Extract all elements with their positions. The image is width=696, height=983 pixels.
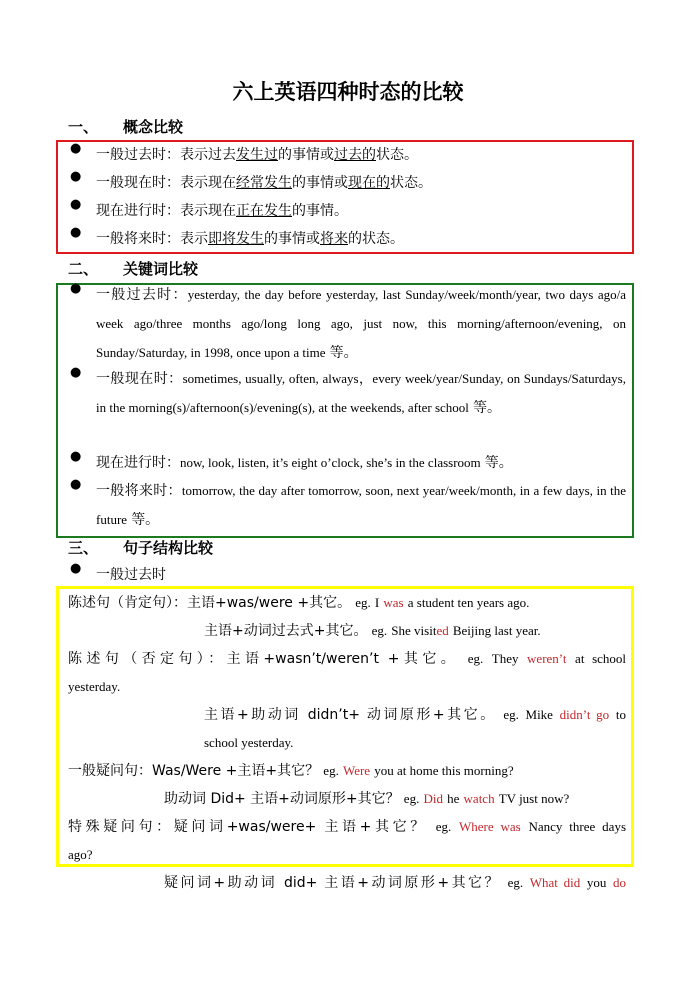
tense-name: 一般现在时：	[96, 175, 180, 191]
decl-neg-row-2	[204, 701, 626, 730]
section-number: 三、	[68, 539, 99, 557]
example-highlight: Did	[423, 791, 443, 806]
example-text: They	[491, 651, 519, 666]
example-highlight: watch	[463, 791, 495, 806]
eg-label: eg.	[355, 595, 371, 610]
bullet-icon: ●	[70, 225, 82, 240]
example-text: I	[374, 595, 380, 610]
sentence-pattern: 助动词 Did+ 主语+动词原形+其它？	[164, 791, 400, 807]
concept-text: 的事情或	[292, 175, 348, 191]
spec-q-row-1-cont	[68, 841, 93, 870]
concept-text: 表示现在	[180, 175, 236, 191]
concept-text: 的事情。	[292, 203, 348, 219]
page-title: 六上英语四种时态的比较	[232, 80, 464, 104]
sentence-pattern: 主语+动词过去式+其它。	[204, 623, 368, 639]
concept-item	[70, 197, 626, 225]
keyword-item	[70, 477, 626, 535]
concept-keyword: 发生过	[236, 147, 278, 163]
sentence-pattern: 疑问词+助动词 did+ 主语+动词原形+其它？	[164, 875, 501, 891]
tense-name: 一般过去时	[96, 567, 166, 583]
concept-text: 状态。	[376, 147, 418, 163]
structure-bullet	[70, 561, 626, 589]
bullet-icon: ●	[70, 449, 82, 464]
tense-name: 一般现在时：	[96, 371, 183, 387]
concept-item	[70, 141, 626, 169]
etc-text: 等。	[131, 512, 160, 528]
bullet-icon: ●	[70, 169, 82, 184]
example-text: you	[586, 875, 607, 890]
section-title: 概念比较	[123, 118, 184, 136]
eg-label: eg.	[467, 651, 484, 666]
bullet-icon: ●	[70, 365, 82, 380]
concept-keyword: 正在发生	[236, 203, 292, 219]
etc-text: 等。	[484, 455, 513, 471]
tense-name: 一般将来时：	[96, 231, 180, 247]
sentence-pattern: Was/Were +主语+其它？	[152, 763, 320, 779]
example-text: at school	[575, 651, 627, 666]
gen-q-row-2	[164, 785, 569, 814]
example-text: you at home this morning?	[374, 763, 514, 778]
eg-label: eg.	[503, 707, 519, 722]
decl-neg-row-1-cont	[68, 673, 120, 702]
example-text: Mike	[525, 707, 553, 722]
etc-text: 等。	[329, 345, 358, 361]
concept-keyword: 将来	[320, 231, 348, 247]
keyword-list: tomorrow, the day after tomorrow, soon, next year/week/month, in a few days, in the future	[96, 483, 627, 527]
example-text: to	[615, 707, 626, 722]
section-heading-structure	[68, 537, 213, 558]
gen-q-row-1	[68, 757, 514, 786]
sentence-type-label: 特殊疑问句：	[68, 819, 174, 835]
eg-label: eg.	[435, 819, 452, 834]
concept-keyword: 现在的	[348, 175, 390, 191]
concept-text: 状态。	[390, 175, 432, 191]
concept-text: 表示过去	[180, 147, 236, 163]
eg-label: eg.	[371, 623, 388, 638]
concept-keyword: 经常发生	[236, 175, 292, 191]
keyword-item	[70, 365, 626, 423]
concept-keyword: 过去的	[334, 147, 376, 163]
spec-q-row-2	[164, 869, 626, 898]
eg-label: eg.	[323, 763, 339, 778]
sentence-type-label: 陈述句（肯定句）：	[68, 595, 187, 611]
sentence-pattern: 主语+wasn’t/weren’t +其它。	[226, 651, 460, 667]
concept-text: 的事情或	[278, 147, 334, 163]
decl-pos-row-1	[68, 589, 529, 618]
keyword-list: now, look, listen, it’s eight o’clock, she’s in the classroom	[180, 455, 481, 470]
section-title: 关键词比较	[123, 260, 199, 278]
keyword-item	[70, 281, 626, 368]
sentence-type-label: 一般疑问句：	[68, 763, 152, 779]
example-text: a student ten years ago.	[407, 595, 530, 610]
example-text: school yesterday.	[204, 735, 294, 750]
tense-name: 现在进行时：	[96, 455, 180, 471]
example-text: Beijing last year.	[452, 623, 541, 638]
concept-text: 的状态。	[348, 231, 404, 247]
example-highlight: weren’t	[527, 651, 567, 666]
sentence-type-label: 陈述句（否定句）：	[68, 651, 227, 667]
example-highlight: didn’t go	[559, 707, 610, 722]
tense-name: 一般过去时：	[96, 287, 188, 303]
example-text: Nancy three days	[528, 819, 626, 834]
section-number: 二、	[68, 260, 99, 278]
section-heading-keywords	[68, 258, 198, 279]
section-number: 一、	[68, 118, 99, 136]
decl-pos-row-2	[204, 617, 541, 646]
example-text: yesterday.	[68, 679, 121, 694]
keyword-item	[70, 449, 626, 478]
tense-name: 一般将来时：	[96, 483, 182, 499]
tense-name: 现在进行时：	[96, 203, 180, 219]
spec-q-row-1	[68, 813, 626, 842]
sentence-pattern: 主语+was/were +其它。	[187, 595, 352, 611]
bullet-icon: ●	[70, 561, 82, 576]
concept-keyword: 即将发生	[208, 231, 264, 247]
concept-text: 的事情或	[264, 231, 320, 247]
example-text: he	[447, 791, 460, 806]
section-title: 句子结构比较	[123, 539, 214, 557]
section-heading-concept	[68, 116, 183, 137]
concept-item	[70, 225, 626, 253]
eg-label: eg.	[403, 791, 420, 806]
example-highlight: was	[383, 595, 404, 610]
example-highlight: do	[612, 875, 626, 890]
bullet-icon: ●	[70, 141, 82, 156]
concept-text: 表示	[180, 231, 208, 247]
example-highlight: Were	[342, 763, 371, 778]
bullet-icon: ●	[70, 477, 82, 492]
concept-item	[70, 169, 626, 197]
bullet-icon: ●	[70, 197, 82, 212]
example-highlight: What did	[529, 875, 581, 890]
example-highlight: ed	[436, 623, 449, 638]
concept-text: 表示现在	[180, 203, 236, 219]
keyword-list: sometimes, usually, often, always，every week/year/Sunday, on Sundays/Saturdays, in the morning(s)/afternoon(s)/evening(s), at the weekends, after school	[96, 371, 626, 415]
example-highlight: Where was	[458, 819, 521, 834]
decl-neg-row-2-cont	[204, 729, 293, 758]
keyword-list: yesterday, the day before yesterday, last Sunday/week/month/year, two days ago/a week ago/three months ago/long long ago, just now, this morning/afternoon/evening, on Sunday/Saturday, in 1998, once upon a time	[96, 287, 627, 360]
sentence-pattern: 疑问词+was/were+ 主语+其它？	[173, 819, 428, 835]
tense-name: 一般过去时：	[96, 147, 180, 163]
sentence-pattern: 主语+助动词 didn’t+ 动词原形+其它。	[204, 707, 497, 723]
example-text: She visit	[391, 623, 437, 638]
example-text: TV just now?	[498, 791, 570, 806]
example-text: ago?	[68, 847, 93, 862]
decl-neg-row-1	[68, 645, 626, 674]
bullet-icon: ●	[70, 281, 82, 296]
etc-text: 等。	[473, 400, 502, 416]
eg-label: eg.	[507, 875, 524, 890]
